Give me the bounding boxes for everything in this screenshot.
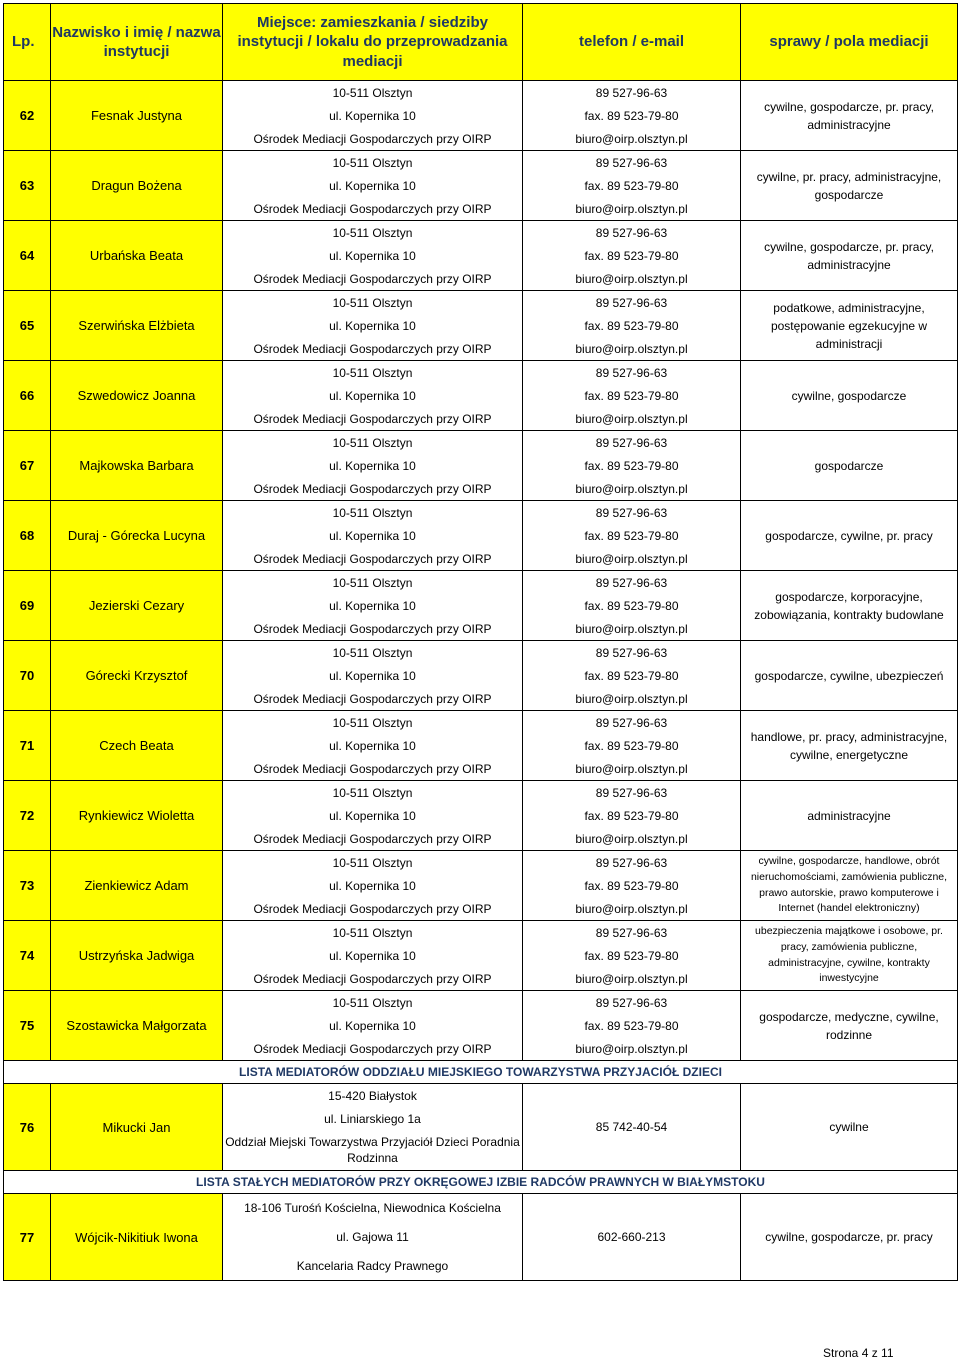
row-number: 73 <box>4 851 51 921</box>
contact-phone: 89 527-96-63 <box>595 575 668 590</box>
contact-phone: 602-660-213 <box>523 1194 741 1281</box>
contact-fax: fax. 89 523-79-80 <box>584 318 679 333</box>
contact-email: biuro@oirp.olsztyn.pl <box>575 481 688 496</box>
contact-cell <box>523 291 741 361</box>
mediator-name: Fesnak Justyna <box>51 81 223 151</box>
page-number: Strona 4 z 11 <box>823 1346 894 1360</box>
table-row <box>4 781 958 851</box>
contact-cell <box>523 921 741 991</box>
address-street: ul. Kopernika 10 <box>329 528 416 543</box>
address-cell <box>223 641 523 711</box>
contact-fax: fax. 89 523-79-80 <box>584 878 679 893</box>
contact-phone: 89 527-96-63 <box>595 505 668 520</box>
address-street: ul. Kopernika 10 <box>329 388 416 403</box>
address-cell <box>223 501 523 571</box>
section-row-oirp <box>4 1171 958 1194</box>
address-city: 10-511 Olsztyn <box>332 365 413 380</box>
table-row <box>4 221 958 291</box>
address-city: 10-511 Olsztyn <box>332 855 413 870</box>
address-cell <box>223 851 523 921</box>
contact-phone: 89 527-96-63 <box>595 365 668 380</box>
address-city: 18-106 Turośń Kościelna, Niewodnica Kościelna <box>244 1201 501 1216</box>
address-cell <box>223 571 523 641</box>
mediation-areas: gospodarcze <box>741 431 958 501</box>
contact-cell <box>523 781 741 851</box>
row-number: 67 <box>4 431 51 501</box>
address-cell <box>223 291 523 361</box>
address-street: ul. Kopernika 10 <box>329 108 416 123</box>
address-city: 10-511 Olsztyn <box>332 575 413 590</box>
contact-fax: fax. 89 523-79-80 <box>584 458 679 473</box>
mediator-name: Szostawicka Małgorzata <box>51 991 223 1061</box>
contact-cell <box>523 501 741 571</box>
contact-email: biuro@oirp.olsztyn.pl <box>575 551 688 566</box>
mediator-name: Rynkiewicz Wioletta <box>51 781 223 851</box>
contact-phone: 89 527-96-63 <box>595 995 668 1010</box>
address-street: ul. Kopernika 10 <box>329 878 416 893</box>
contact-fax: fax. 89 523-79-80 <box>584 528 679 543</box>
mediator-name: Urbańska Beata <box>51 221 223 291</box>
address-institution: Ośrodek Mediacji Gospodarczych przy OIRP <box>253 691 492 706</box>
mediator-name: Jezierski Cezary <box>51 571 223 641</box>
mediation-areas: cywilne, gospodarcze, handlowe, obrót nieruchomościami, zamówienia publiczne, prawo autorskie, prawo komputerowe i Internet (handel elektroniczny) <box>741 851 958 921</box>
contact-fax: fax. 89 523-79-80 <box>584 738 679 753</box>
contact-cell <box>523 851 741 921</box>
address-cell <box>223 781 523 851</box>
table-row <box>4 851 958 921</box>
row-number: 69 <box>4 571 51 641</box>
table-body <box>4 81 958 1281</box>
mediation-areas: podatkowe, administracyjne, postępowanie egzekucyjne w administracji <box>741 291 958 361</box>
mediator-name: Górecki Krzysztof <box>51 641 223 711</box>
address-institution: Ośrodek Mediacji Gospodarczych przy OIRP <box>253 551 492 566</box>
header-place: Miejsce: zamieszkania / siedziby instytucji / lokalu do przeprowadzania mediacji <box>223 4 523 81</box>
address-cell <box>223 81 523 151</box>
contact-cell <box>523 711 741 781</box>
mediation-areas: gospodarcze, cywilne, pr. pracy <box>741 501 958 571</box>
mediation-areas: cywilne, pr. pracy, administracyjne, gospodarcze <box>741 151 958 221</box>
mediator-name: Szwedowicz Joanna <box>51 361 223 431</box>
contact-email: biuro@oirp.olsztyn.pl <box>575 901 688 916</box>
mediation-areas: gospodarcze, cywilne, ubezpieczeń <box>741 641 958 711</box>
section-title-tpd: LISTA MEDIATORÓW ODDZIAŁU MIEJSKIEGO TOWARZYSTWA PRZYJACIÓŁ DZIECI <box>4 1061 958 1084</box>
address-institution: Ośrodek Mediacji Gospodarczych przy OIRP <box>253 131 492 146</box>
table-row <box>4 361 958 431</box>
mediator-name: Wójcik-Nikitiuk Iwona <box>51 1194 223 1281</box>
contact-fax: fax. 89 523-79-80 <box>584 668 679 683</box>
address-cell <box>223 1084 523 1171</box>
row-number: 68 <box>4 501 51 571</box>
row-number: 75 <box>4 991 51 1061</box>
contact-cell <box>523 81 741 151</box>
table-row <box>4 151 958 221</box>
contact-phone: 89 527-96-63 <box>595 295 668 310</box>
address-institution: Ośrodek Mediacji Gospodarczych przy OIRP <box>253 761 492 776</box>
header-lp: Lp. <box>4 4 51 81</box>
address-street: ul. Kopernika 10 <box>329 738 416 753</box>
address-city: 10-511 Olsztyn <box>332 505 413 520</box>
contact-fax: fax. 89 523-79-80 <box>584 248 679 263</box>
address-institution: Ośrodek Mediacji Gospodarczych przy OIRP <box>253 271 492 286</box>
mediator-name: Szerwińska Elżbieta <box>51 291 223 361</box>
mediation-areas: ubezpieczenia majątkowe i osobowe, pr. pracy, zamówienia publiczne, administracyjne, cywilne, kontrakty inwestycyjne <box>741 921 958 991</box>
mediator-name: Mikucki Jan <box>51 1084 223 1171</box>
address-institution: Oddział Miejski Towarzystwa Przyjaciół Dzieci Poradnia Rodzinna <box>225 1135 520 1166</box>
contact-phone: 85 742-40-54 <box>523 1084 741 1171</box>
contact-fax: fax. 89 523-79-80 <box>584 948 679 963</box>
mediation-areas: administracyjne <box>741 781 958 851</box>
mediator-name: Czech Beata <box>51 711 223 781</box>
address-cell <box>223 1194 523 1281</box>
table-row <box>4 1194 958 1281</box>
address-institution: Ośrodek Mediacji Gospodarczych przy OIRP <box>253 901 492 916</box>
row-number: 74 <box>4 921 51 991</box>
row-number: 63 <box>4 151 51 221</box>
contact-email: biuro@oirp.olsztyn.pl <box>575 691 688 706</box>
contact-fax: fax. 89 523-79-80 <box>584 388 679 403</box>
contact-fax: fax. 89 523-79-80 <box>584 178 679 193</box>
address-city: 10-511 Olsztyn <box>332 155 413 170</box>
address-city: 10-511 Olsztyn <box>332 715 413 730</box>
mediation-areas: cywilne, gospodarcze, pr. pracy, administracyjne <box>741 221 958 291</box>
mediator-name: Majkowska Barbara <box>51 431 223 501</box>
address-city: 10-511 Olsztyn <box>332 85 413 100</box>
contact-cell <box>523 361 741 431</box>
address-cell <box>223 991 523 1061</box>
address-institution: Ośrodek Mediacji Gospodarczych przy OIRP <box>253 971 492 986</box>
mediation-areas: cywilne, gospodarcze <box>741 361 958 431</box>
contact-phone: 89 527-96-63 <box>595 925 668 940</box>
contact-phone: 89 527-96-63 <box>595 85 668 100</box>
row-number: 62 <box>4 81 51 151</box>
table-row <box>4 711 958 781</box>
contact-email: biuro@oirp.olsztyn.pl <box>575 761 688 776</box>
address-street: ul. Kopernika 10 <box>329 598 416 613</box>
table-row <box>4 991 958 1061</box>
address-city: 10-511 Olsztyn <box>332 785 413 800</box>
address-institution: Ośrodek Mediacji Gospodarczych przy OIRP <box>253 481 492 496</box>
header-areas: sprawy / pola mediacji <box>741 4 958 81</box>
address-cell <box>223 711 523 781</box>
address-street: ul. Kopernika 10 <box>329 318 416 333</box>
address-city: 10-511 Olsztyn <box>332 925 413 940</box>
address-street: ul. Kopernika 10 <box>329 808 416 823</box>
row-number: 71 <box>4 711 51 781</box>
contact-email: biuro@oirp.olsztyn.pl <box>575 341 688 356</box>
address-institution: Ośrodek Mediacji Gospodarczych przy OIRP <box>253 411 492 426</box>
address-city: 10-511 Olsztyn <box>332 435 413 450</box>
contact-email: biuro@oirp.olsztyn.pl <box>575 131 688 146</box>
contact-email: biuro@oirp.olsztyn.pl <box>575 411 688 426</box>
address-street: ul. Liniarskiego 1a <box>324 1111 421 1126</box>
section-title-oirp: LISTA STAŁYCH MEDIATORÓW PRZY OKRĘGOWEJ IZBIE RADCÓW PRAWNYCH W BIAŁYMSTOKU <box>4 1171 958 1194</box>
address-street: ul. Kopernika 10 <box>329 668 416 683</box>
mediation-areas: cywilne, gospodarcze, pr. pracy, administracyjne <box>741 81 958 151</box>
mediation-areas: gospodarcze, medyczne, cywilne, rodzinne <box>741 991 958 1061</box>
mediator-name: Dragun Bożena <box>51 151 223 221</box>
contact-email: biuro@oirp.olsztyn.pl <box>575 971 688 986</box>
row-number: 77 <box>4 1194 51 1281</box>
table-row <box>4 571 958 641</box>
address-cell <box>223 221 523 291</box>
contact-email: biuro@oirp.olsztyn.pl <box>575 201 688 216</box>
address-city: 10-511 Olsztyn <box>332 995 413 1010</box>
contact-cell <box>523 151 741 221</box>
contact-phone: 89 527-96-63 <box>595 225 668 240</box>
contact-fax: fax. 89 523-79-80 <box>584 108 679 123</box>
row-number: 65 <box>4 291 51 361</box>
mediators-table <box>3 3 958 1281</box>
address-street: ul. Kopernika 10 <box>329 248 416 263</box>
contact-cell <box>523 641 741 711</box>
address-institution: Kancelaria Radcy Prawnego <box>296 1258 449 1273</box>
address-street: ul. Kopernika 10 <box>329 178 416 193</box>
table-header <box>4 4 958 81</box>
address-institution: Ośrodek Mediacji Gospodarczych przy OIRP <box>253 831 492 846</box>
address-cell <box>223 151 523 221</box>
contact-phone: 89 527-96-63 <box>595 645 668 660</box>
contact-cell <box>523 991 741 1061</box>
mediation-areas: cywilne, gospodarcze, pr. pracy <box>741 1194 958 1281</box>
address-cell <box>223 361 523 431</box>
contact-cell <box>523 221 741 291</box>
contact-phone: 89 527-96-63 <box>595 155 668 170</box>
address-street: ul. Gajowa 11 <box>336 1229 409 1244</box>
contact-email: biuro@oirp.olsztyn.pl <box>575 1041 688 1056</box>
mediator-name: Zienkiewicz Adam <box>51 851 223 921</box>
header-name: Nazwisko i imię / nazwa instytucji <box>51 4 223 81</box>
header-contact: telefon / e-mail <box>523 4 741 81</box>
address-institution: Ośrodek Mediacji Gospodarczych przy OIRP <box>253 341 492 356</box>
address-street: ul. Kopernika 10 <box>329 948 416 963</box>
contact-fax: fax. 89 523-79-80 <box>584 1018 679 1033</box>
row-number: 64 <box>4 221 51 291</box>
contact-cell <box>523 431 741 501</box>
address-street: ul. Kopernika 10 <box>329 1018 416 1033</box>
row-number: 66 <box>4 361 51 431</box>
contact-cell <box>523 571 741 641</box>
contact-phone: 89 527-96-63 <box>595 715 668 730</box>
table-row <box>4 921 958 991</box>
row-number: 72 <box>4 781 51 851</box>
address-institution: Ośrodek Mediacji Gospodarczych przy OIRP <box>253 201 492 216</box>
contact-phone: 89 527-96-63 <box>595 855 668 870</box>
mediator-name: Ustrzyńska Jadwiga <box>51 921 223 991</box>
contact-fax: fax. 89 523-79-80 <box>584 598 679 613</box>
address-city: 10-511 Olsztyn <box>332 225 413 240</box>
table-row <box>4 431 958 501</box>
table-row <box>4 291 958 361</box>
contact-phone: 89 527-96-63 <box>595 785 668 800</box>
contact-email: biuro@oirp.olsztyn.pl <box>575 621 688 636</box>
mediator-name: Duraj - Górecka Lucyna <box>51 501 223 571</box>
address-institution: Ośrodek Mediacji Gospodarczych przy OIRP <box>253 1041 492 1056</box>
table-row <box>4 81 958 151</box>
table-row <box>4 1084 958 1171</box>
address-institution: Ośrodek Mediacji Gospodarczych przy OIRP <box>253 621 492 636</box>
contact-email: biuro@oirp.olsztyn.pl <box>575 831 688 846</box>
row-number: 76 <box>4 1084 51 1171</box>
contact-fax: fax. 89 523-79-80 <box>584 808 679 823</box>
address-city: 10-511 Olsztyn <box>332 295 413 310</box>
mediation-areas: cywilne <box>741 1084 958 1171</box>
row-number: 70 <box>4 641 51 711</box>
section-row-tpd <box>4 1061 958 1084</box>
table-row <box>4 641 958 711</box>
address-cell <box>223 431 523 501</box>
contact-phone: 89 527-96-63 <box>595 435 668 450</box>
mediation-areas: handlowe, pr. pracy, administracyjne, cywilne, energetyczne <box>741 711 958 781</box>
address-street: ul. Kopernika 10 <box>329 458 416 473</box>
address-cell <box>223 921 523 991</box>
mediation-areas: gospodarcze, korporacyjne, zobowiązania, kontrakty budowlane <box>741 571 958 641</box>
contact-email: biuro@oirp.olsztyn.pl <box>575 271 688 286</box>
address-city: 10-511 Olsztyn <box>332 645 413 660</box>
address-city: 15-420 Białystok <box>328 1088 417 1103</box>
table-row <box>4 501 958 571</box>
